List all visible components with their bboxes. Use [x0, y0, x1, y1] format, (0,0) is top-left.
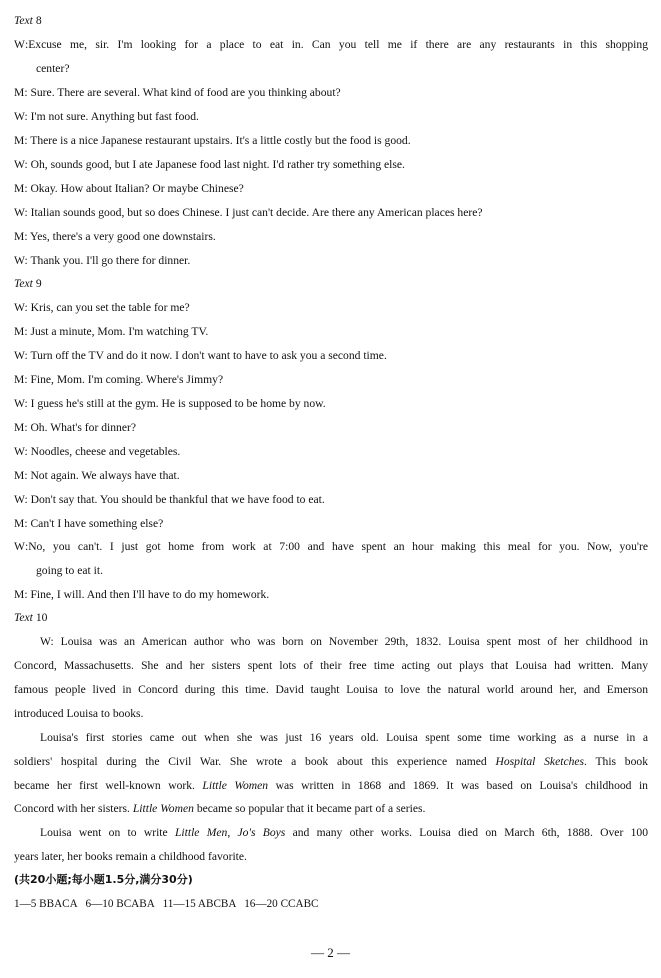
book-title: Little Women [202, 779, 269, 792]
page-number: — 2 — [311, 945, 350, 960]
dialogue-line: M: Not again. We always have that. [14, 469, 180, 482]
text9-heading: Text 9 [14, 277, 42, 290]
dialogue-line: M: Just a minute, Mom. I'm watching TV. [14, 325, 209, 338]
dialogue-line: W: Turn off the TV and do it now. I don't want to have to ask you a second time. [14, 349, 387, 362]
dialogue-line: M: Oh. What's for dinner? [14, 421, 136, 434]
dialogue-line: W : No, you can't. I just got home from work at 7:00 and have spent an hour making this meal for you. Now, you're [14, 540, 648, 553]
dialogue-line: M: Sure. There are several. What kind of food are you thinking about? [14, 86, 341, 99]
dialogue-continuation: center? [36, 62, 70, 75]
dialogue-line: W: Italian sounds good, but so does Chinese. I just can't decide. Are there any American places here? [14, 206, 483, 219]
book-title: Jo's Boys [237, 826, 286, 839]
book-title: Little Women [132, 802, 194, 815]
paragraph-line: Concord, Massachusetts. She and her sisters spent lots of their free time acting out plays that Louisa had written. Many [14, 659, 648, 672]
dialogue-line: W: Kris, can you set the table for me? [14, 301, 190, 314]
dialogue-line: W: I guess he's still at the gym. He is supposed to be home by now. [14, 397, 326, 410]
paragraph-line: Concord with her sisters. Little Women became so popular that it became part of a series. [14, 802, 426, 815]
dialogue-line: M: Fine, Mom. I'm coming. Where's Jimmy? [14, 373, 224, 386]
dialogue-line: W: Thank you. I'll go there for dinner. [14, 254, 191, 267]
dialogue-line: W: Oh, sounds good, but I ate Japanese food last night. I'd rather try something else. [14, 158, 405, 171]
paragraph-line: Louisa's first stories came out when she was just 16 years old. Louisa spent some time working as a nurse in a [40, 731, 648, 744]
paragraph-line: Louisa went on to write Little Men, Jo's Boys and many other works. Louisa died on March 6th, 1888. Over 100 [40, 826, 648, 839]
paragraph-line: introduced Louisa to books. [14, 707, 144, 720]
text8-heading: Text 8 [14, 14, 42, 27]
dialogue-line: W: I'm not sure. Anything but fast food. [14, 110, 199, 123]
dialogue-line: M: Yes, there's a very good one downstairs. [14, 230, 216, 243]
scoring-note: (共20小题;每小题1.5分,满分30分) [14, 873, 193, 886]
text10-heading: Text 10 [14, 611, 48, 624]
dialogue-line: M: Okay. How about Italian? Or maybe Chinese? [14, 182, 244, 195]
dialogue-line: M: Can't I have something else? [14, 517, 164, 530]
book-title: Hospital Sketches [495, 755, 585, 768]
dialogue-line: W: Noodles, cheese and vegetables. [14, 445, 181, 458]
dialogue-line: M: Fine, I will. And then I'll have to do my homework. [14, 588, 270, 601]
paragraph-line: soldiers' hospital during the Civil War. She wrote a book about this experience named Hospital Sketches. This book [14, 755, 648, 768]
dialogue-line: W : Excuse me, sir. I'm looking for a place to eat in. Can you tell me if there are any restaurants in this shopping [14, 38, 648, 51]
paragraph-line: years later, her books remain a childhood favorite. [14, 850, 247, 863]
book-title: Little Men [174, 826, 228, 839]
paragraph-line: W: Louisa was an American author who was born on November 29th, 1832. Louisa spent most of her childhood in [40, 635, 648, 648]
paragraph-line: became her first well-known work. Little Women was written in 1868 and 1869. It was based on Louisa's childhood in [14, 779, 648, 792]
dialogue-line: W: Don't say that. You should be thankful that we have food to eat. [14, 493, 325, 506]
dialogue-line: M: There is a nice Japanese restaurant upstairs. It's a little costly but the food is good. [14, 134, 411, 147]
answer-key: 1—5 BBACA 6—10 BCABA 11—15 ABCBA 16—20 CCABC [14, 898, 319, 910]
paragraph-line: famous people lived in Concord during this time. David taught Louisa to love the natural world around her, and Emerson [14, 683, 648, 696]
dialogue-continuation: going to eat it. [36, 564, 103, 577]
